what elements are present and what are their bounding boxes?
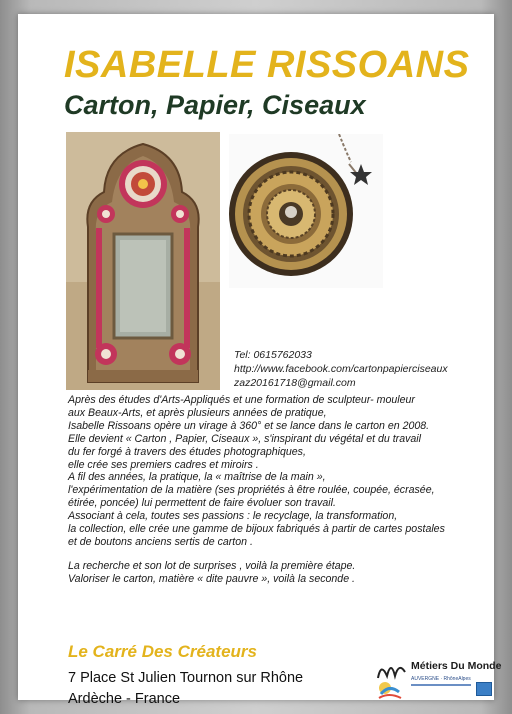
- address-line-1: 7 Place St Julien Tournon sur Rhône: [68, 670, 304, 686]
- contact-phone: Tel: 0615762033: [234, 349, 312, 361]
- metiers-du-monde-logo-icon: [375, 654, 409, 702]
- contact-block: [234, 348, 448, 390]
- bio-line: A fil des années, la pratique, la « maîtrise de la main »,: [68, 471, 326, 484]
- bio-line: l'expérimentation de la matière (ses propriétés à être roulée, coupée, écrasée,: [68, 484, 435, 497]
- frame-illustration: [66, 132, 220, 390]
- bio-line: aux Beaux-Arts, et après plusieurs années de pratique,: [68, 406, 327, 419]
- logo-region: AUVERGNE · RhôneAlpes: [411, 676, 471, 682]
- biography: [68, 394, 488, 586]
- frame-photo: [66, 132, 220, 390]
- page-title: ISABELLE RISSOANS: [64, 44, 470, 86]
- region-badge-icon: [476, 682, 492, 696]
- address-line-2: Ardèche - France: [68, 691, 181, 707]
- bio-line: Elle devient « Carton , Papier, Ciseaux », s'inspirant du végétal et du travail: [68, 432, 421, 445]
- logo-divider: [411, 684, 471, 686]
- bio-line: la collection, elle crée une gamme de bijoux fabriqués à partir de cartes postales: [68, 523, 445, 536]
- bio-line: Après des études d'Arts-Appliqués et une formation de sculpteur- mouleur: [68, 394, 415, 406]
- pendant-illustration: [229, 134, 383, 288]
- flyer-page: [18, 14, 502, 707]
- sponsor-logos: [375, 654, 502, 702]
- bio-line: et de boutons anciens sertis de carton .: [68, 535, 253, 548]
- bio-line: étirée, poncée) lui permettent de faire évoluer son travail.: [68, 497, 336, 510]
- contact-email[interactable]: zaz20161718@gmail.com: [234, 377, 356, 389]
- contact-facebook[interactable]: http://www.facebook.com/cartonpapierciseaux: [234, 363, 448, 375]
- pendant-photo: [229, 134, 383, 288]
- bio-line: du fer forgé à travers des études photographiques,: [68, 445, 306, 458]
- bio-line: Associant à cela, toutes ses passions : le recyclage, la transformation,: [68, 510, 398, 523]
- page-subtitle: Carton, Papier, Ciseaux: [64, 90, 366, 120]
- venue-name: Le Carré Des Créateurs: [68, 642, 257, 661]
- bio-line: elle crée ses premiers cadres et miroirs .: [68, 458, 259, 471]
- logo-name: Métiers Du Monde: [411, 660, 502, 672]
- closing-line: La recherche et son lot de surprises , voilà la première étape.: [68, 559, 356, 572]
- bio-line: Isabelle Rissoans opère un virage à 360° et se lance dans le carton en 2008.: [68, 419, 430, 432]
- closing-line: Valoriser le carton, matière « dite pauvre », voilà la seconde .: [68, 572, 355, 585]
